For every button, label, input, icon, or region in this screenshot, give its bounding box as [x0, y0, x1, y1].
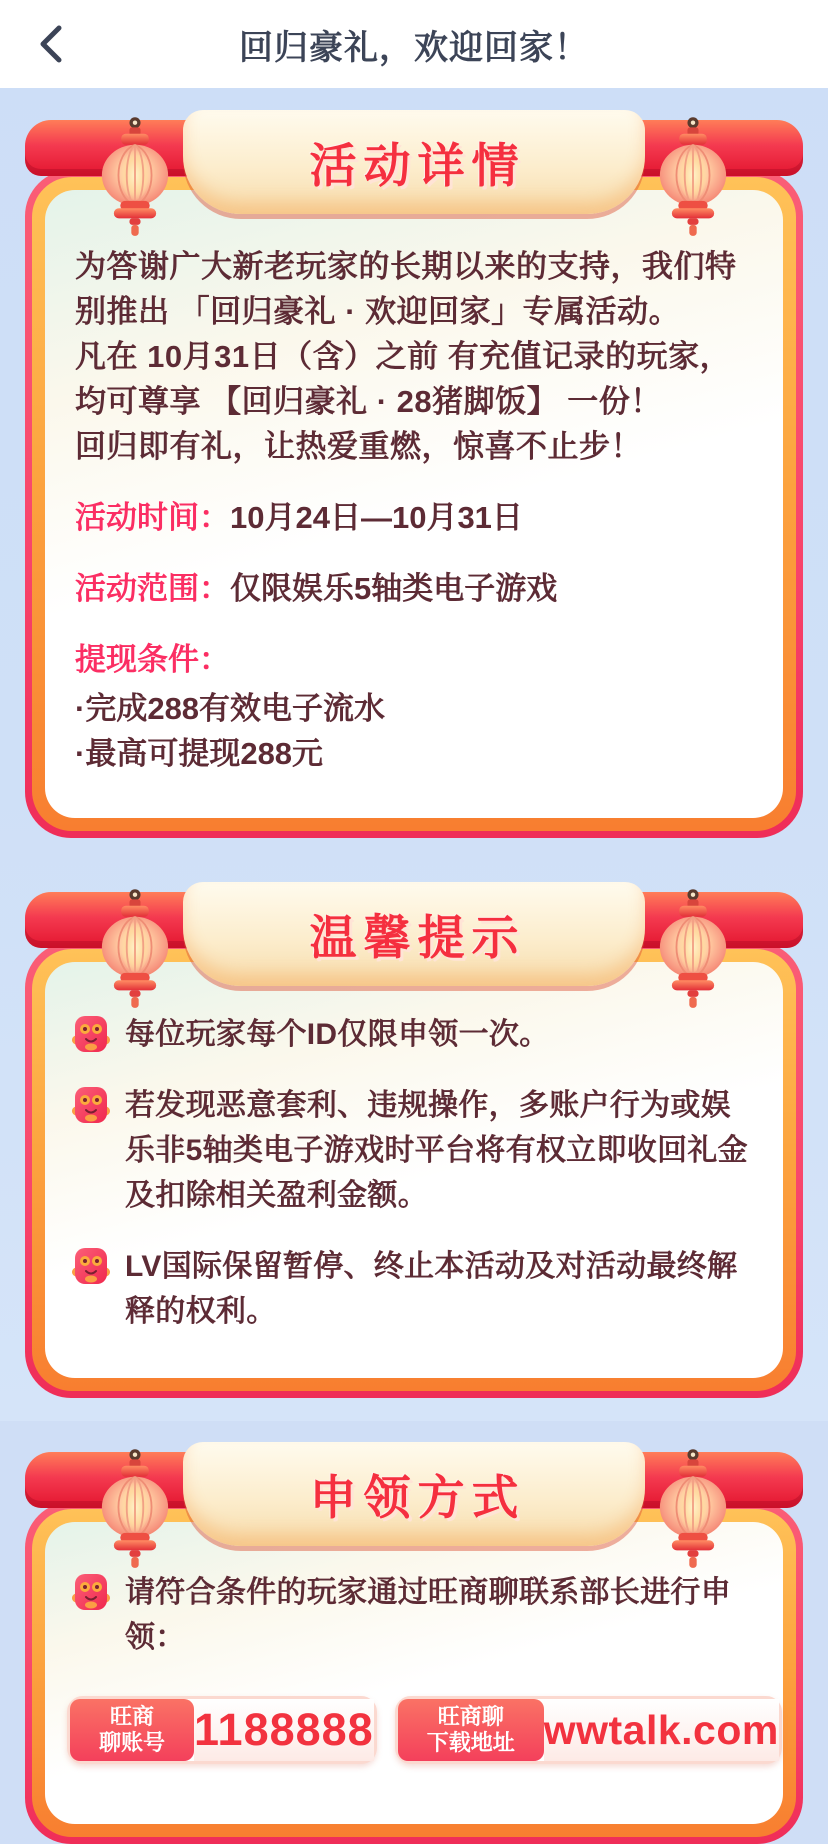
header-bar: [0, 0, 828, 88]
activity-scope-value: 仅限娱乐5轴类电子游戏: [230, 571, 558, 606]
details-paragraph: 回归即有礼，让热爱重燃，惊喜不止步！: [75, 429, 642, 464]
mascot-icon: [71, 1014, 111, 1056]
withdraw-condition-item: ·最高可提现288元: [75, 736, 324, 771]
tip-text: 若发现恶意套利、违规操作，多账户行为或娱乐非5轴类电子游戏时平台将有权立即收回礼金及扣除相关盈利金额。: [125, 1089, 748, 1212]
tip-item: [71, 1244, 757, 1334]
ribbon-plate: [183, 882, 645, 986]
details-paragraph: 为答谢广大新老玩家的长期以来的支持，我们特别推出 「回归豪礼 · 欢迎回家」专属活动。: [75, 249, 737, 329]
lantern-icon: [89, 116, 181, 238]
ribbon-plate: [183, 1442, 645, 1546]
details-paragraph: 凡在 10月31日（含）之前 有充值记录的玩家，均可尊享 【回归豪礼 · 28猪脚饭】 一份！: [75, 339, 732, 419]
lantern-icon: [647, 116, 739, 238]
label-line: 旺商: [109, 1704, 154, 1729]
wwtalk-account-label: [70, 1699, 194, 1761]
withdraw-condition-item: ·完成288有效电子流水: [75, 691, 386, 726]
contact-row: [67, 1696, 779, 1764]
wwtalk-account-pill[interactable]: [67, 1696, 377, 1764]
tip-text: 每位玩家每个ID仅限申领一次。: [125, 1018, 550, 1051]
label-line: 旺商聊: [437, 1704, 504, 1729]
tip-item: [71, 1012, 757, 1057]
content-area: [0, 88, 828, 1844]
mascot-icon: [71, 1572, 111, 1614]
lantern-icon: [89, 1448, 181, 1570]
card-claim-method: [25, 1442, 803, 1844]
wwtalk-account-value[interactable]: 1188888: [194, 1699, 374, 1761]
withdraw-conditions-label: 提现条件：: [75, 642, 230, 677]
lantern-icon: [647, 1448, 739, 1570]
activity-scope-row: [75, 567, 755, 611]
activity-scope-label: 活动范围：: [75, 571, 230, 606]
tip-item: [71, 1083, 757, 1218]
card-warm-tips: [25, 882, 803, 1398]
wwtalk-download-pill[interactable]: [395, 1696, 782, 1764]
lantern-icon: [89, 888, 181, 1010]
claim-intro-text: 请符合条件的玩家通过旺商聊联系部长进行申领：: [125, 1576, 731, 1654]
banner-title: 申领方式: [309, 1470, 526, 1524]
tip-text: LV国际保留暂停、终止本活动及对活动最终解释的权利。: [125, 1250, 738, 1328]
back-chevron-icon: [35, 23, 65, 65]
ribbon-plate: [183, 110, 645, 214]
label-line: 下载地址: [426, 1730, 515, 1755]
page-title: 回归豪礼，欢迎回家！: [239, 28, 589, 67]
mascot-icon: [71, 1246, 111, 1288]
back-button[interactable]: [26, 20, 74, 68]
card-activity-details: [25, 110, 803, 838]
withdraw-conditions-list: [75, 686, 755, 776]
banner-title: 温馨提示: [309, 910, 526, 964]
mascot-icon: [71, 1085, 111, 1127]
wwtalk-download-label: [398, 1699, 544, 1761]
lantern-icon: [647, 888, 739, 1010]
activity-time-label: 活动时间：: [75, 500, 230, 535]
activity-time-row: [75, 496, 755, 540]
label-line: 聊账号: [98, 1730, 165, 1755]
details-paragraphs: [75, 244, 755, 469]
withdraw-conditions-row: [75, 638, 755, 682]
claim-intro-row: [67, 1570, 761, 1660]
banner-title: 活动详情: [309, 138, 526, 192]
wwtalk-download-value[interactable]: wwtalk.com: [544, 1699, 779, 1761]
activity-time-value: 10月24日—10月31日: [230, 500, 523, 535]
